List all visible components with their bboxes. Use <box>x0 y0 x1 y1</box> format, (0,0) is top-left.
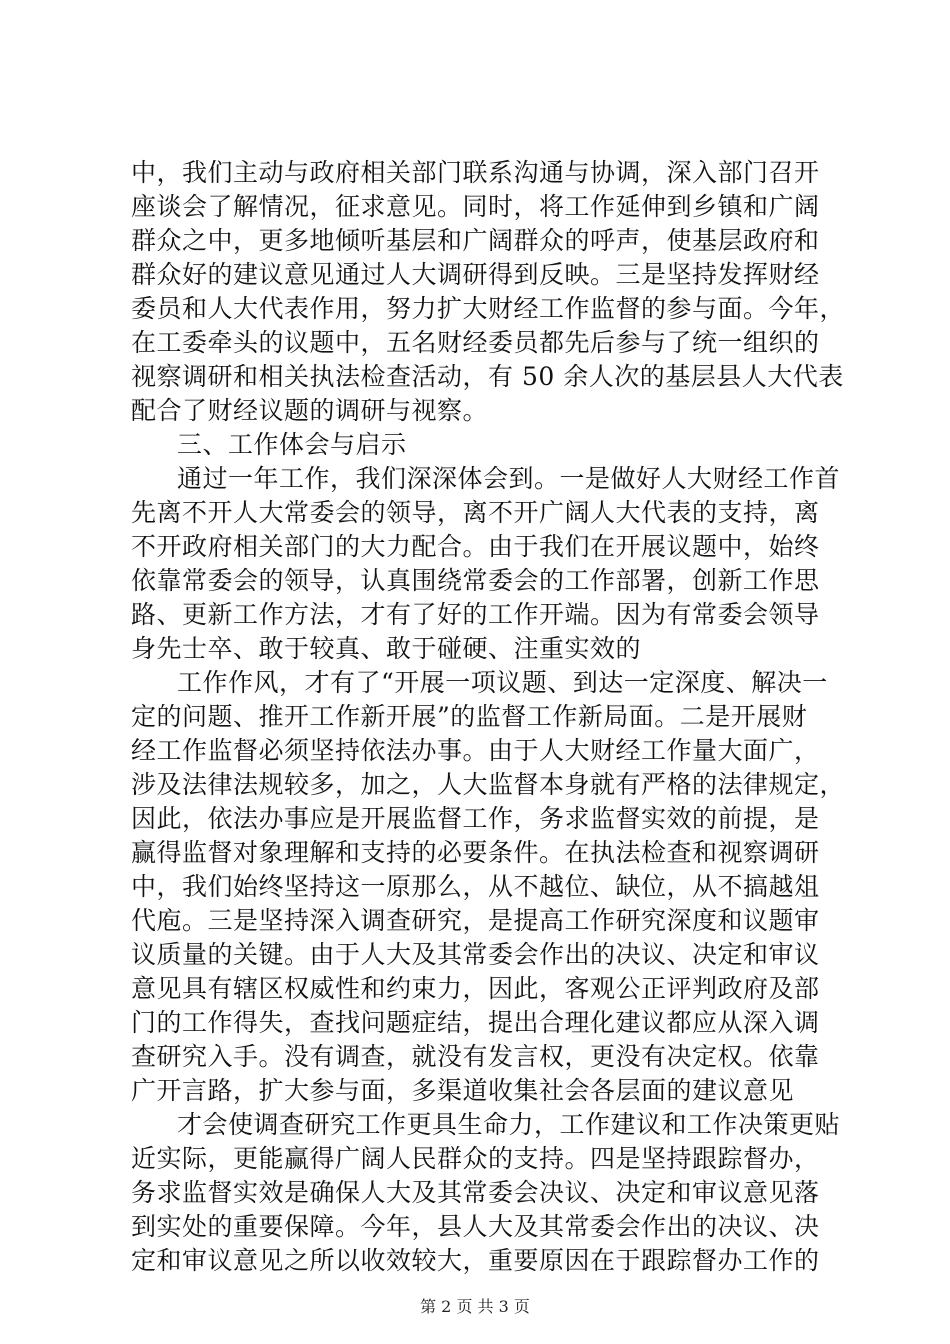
page-number-footer: 第 2 页 共 3 页 <box>420 1297 530 1316</box>
body-line: 定和审议意见之所以收效较大，重要原因在于跟踪督办工作的 <box>131 1246 820 1275</box>
body-line: 到实处的重要保障。今年，县人大及其常委会作出的决议、决 <box>131 1212 820 1241</box>
body-line: 经工作监督必须坚持依法办事。由于人大财经工作量大面广， <box>131 736 820 765</box>
body-line: 意见具有辖区权威性和约束力，因此，客观公正评判政府及部 <box>131 974 820 1003</box>
paragraph-first-line: 通过一年工作，我们深深体会到。一是做好人大财经工作首 <box>177 464 841 493</box>
body-line: 座谈会了解情况，征求意见。同时，将工作延伸到乡镇和广阔 <box>131 192 820 221</box>
body-line: 身先士卒、敢于较真、敢于碰硬、注重实效的 <box>131 634 642 663</box>
body-line: 先离不开人大常委会的领导，离不开广阔人大代表的支持，离 <box>131 498 820 527</box>
body-line: 涉及法律法规较多，加之，人大监督本身就有严格的法律规定， <box>131 770 846 799</box>
body-line: 赢得监督对象理解和支持的必要条件。在执法检查和视察调研 <box>131 838 820 867</box>
body-line: 中，我们主动与政府相关部门联系沟通与协调，深入部门召开 <box>131 158 820 187</box>
paragraph-first-line: 才会使调查研究工作更具生命力，工作建议和工作决策更贴 <box>177 1110 841 1139</box>
body-line: 在工委牵头的议题中，五名财经委员都先后参与了统一组织的 <box>131 328 820 357</box>
body-line: 群众好的建议意见通过人大调研得到反映。三是坚持发挥财经 <box>131 260 820 289</box>
body-line: 务求监督实效是确保人大及其常委会决议、决定和审议意见落 <box>131 1178 820 1207</box>
section-heading: 三、工作体会与启示 <box>177 430 407 459</box>
body-line: 议质量的关键。由于人大及其常委会作出的决议、决定和审议 <box>131 940 820 969</box>
body-line: 中，我们始终坚持这一原那么，从不越位、缺位，从不搞越俎 <box>131 872 820 901</box>
paragraph-first-line: 工作作风，才有了“开展一项议题、到达一定深度、解决一 <box>177 668 828 697</box>
body-line: 近实际，更能赢得广阔人民群众的支持。四是坚持跟踪督办， <box>131 1144 820 1173</box>
body-line: 委员和人大代表作用，努力扩大财经工作监督的参与面。今年， <box>131 294 846 323</box>
body-line: 配合了财经议题的调研与视察。 <box>131 396 489 425</box>
body-line: 查研究入手。没有调查，就没有发言权，更没有决定权。依靠 <box>131 1042 820 1071</box>
body-line: 定的问题、推开工作新开展”的监督工作新局面。二是开展财 <box>131 702 808 731</box>
body-line: 依靠常委会的领导，认真围绕常委会的工作部署，创新工作思 <box>131 566 820 595</box>
body-line: 因此，依法办事应是开展监督工作，务求监督实效的前提，是 <box>131 804 820 833</box>
body-line: 广开言路，扩大参与面，多渠道收集社会各层面的建议意见 <box>131 1076 795 1105</box>
body-line: 不开政府相关部门的大力配合。由于我们在开展议题中，始终 <box>131 532 820 561</box>
body-line: 群众之中，更多地倾听基层和广阔群众的呼声，使基层政府和 <box>131 226 820 255</box>
body-line: 代庖。三是坚持深入调查研究，是提高工作研究深度和议题审 <box>131 906 820 935</box>
body-line: 门的工作得失，查找问题症结，提出合理化建议都应从深入调 <box>131 1008 820 1037</box>
body-line: 视察调研和相关执法检查活动，有 50 余人次的基层县人大代表 <box>131 362 844 391</box>
body-line: 路、更新工作方法，才有了好的工作开端。因为有常委会领导 <box>131 600 820 629</box>
